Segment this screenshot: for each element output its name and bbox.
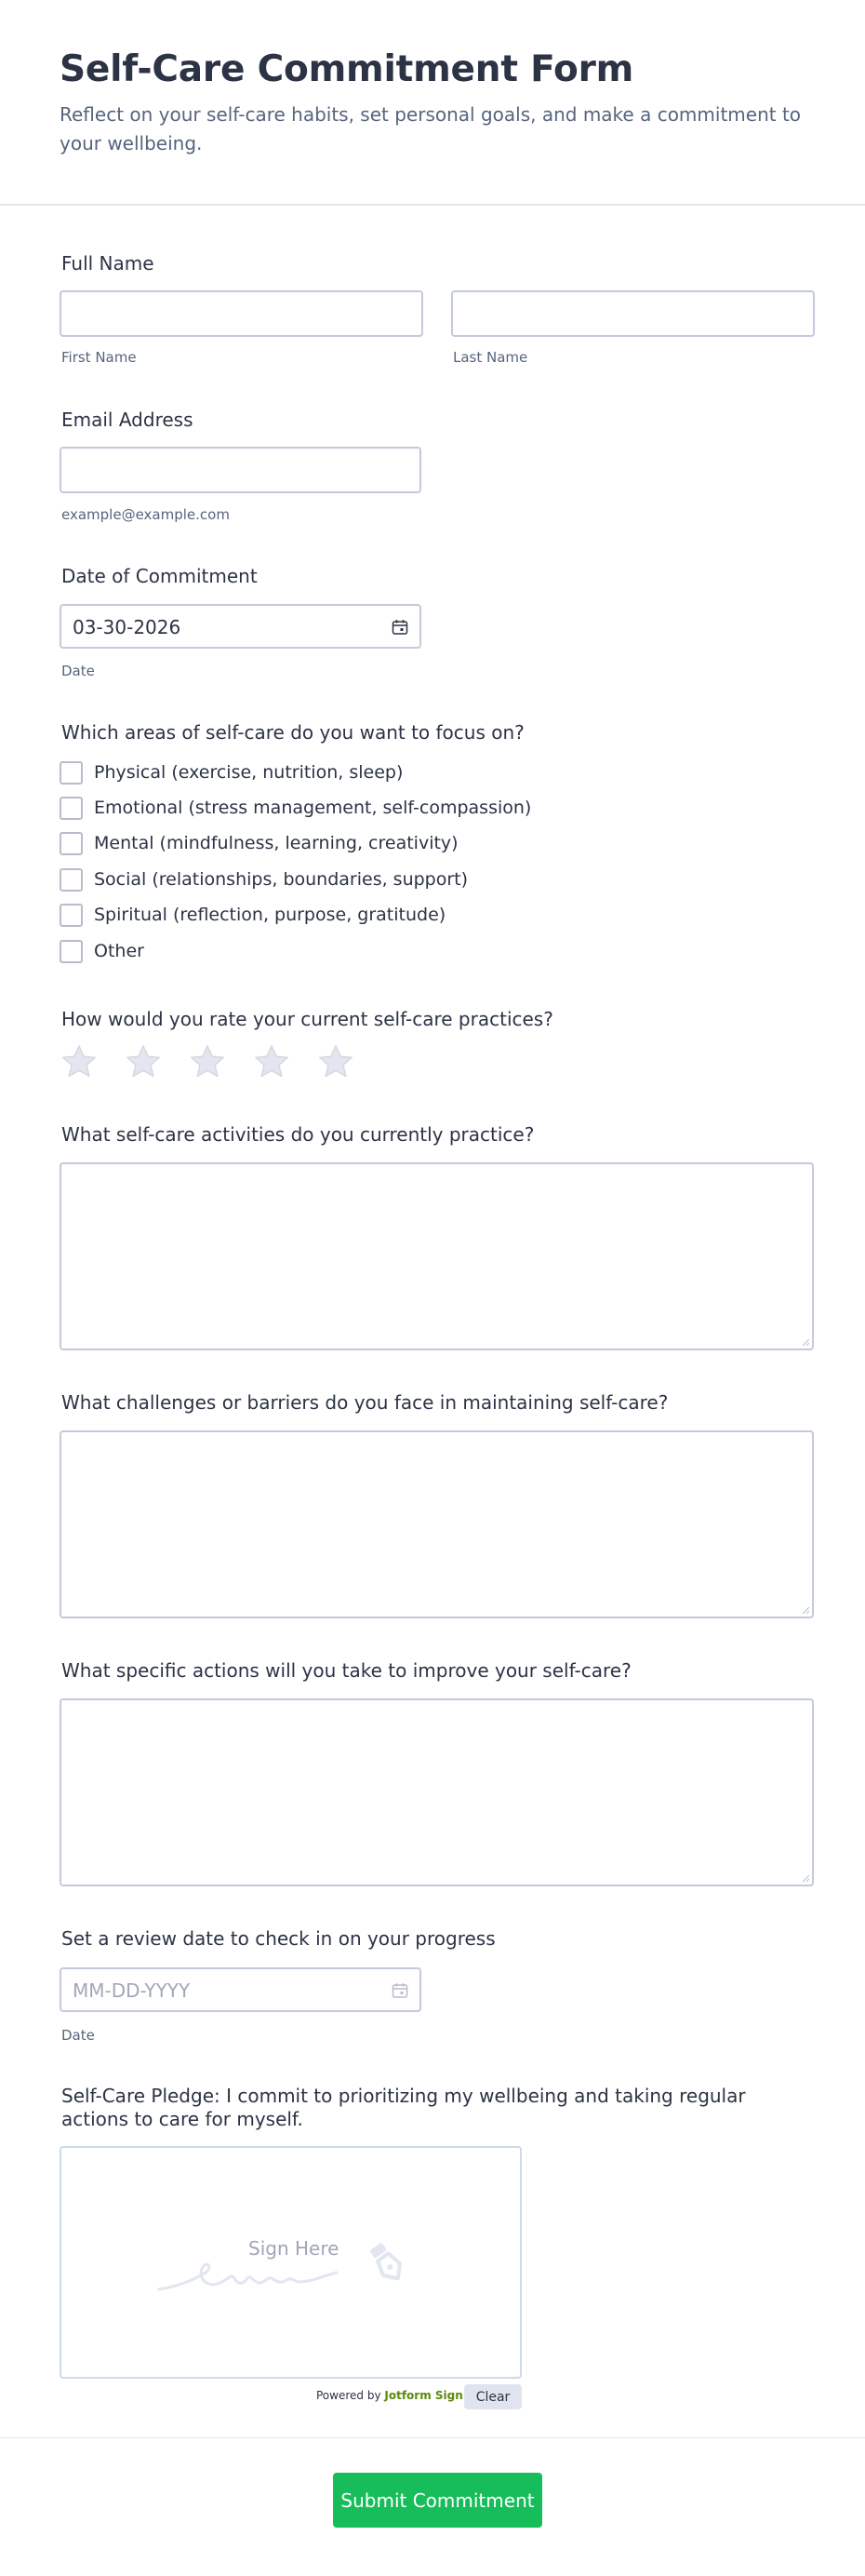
resize-grip-icon[interactable] [801, 1605, 810, 1615]
current-activities-textarea[interactable] [60, 1162, 814, 1350]
resize-grip-icon[interactable] [801, 1873, 810, 1883]
checkbox-other[interactable] [60, 939, 144, 963]
checkbox-box[interactable] [60, 904, 83, 927]
actions-label: What specific actions will you take to improve your self-care? [61, 1659, 632, 1682]
actions-textarea[interactable] [60, 1698, 814, 1886]
rating-label: How would you rate your current self-care practices? [61, 1008, 553, 1030]
last-name-input[interactable] [451, 290, 815, 337]
commitment-date-sublabel: Date [61, 663, 95, 679]
last-name-sublabel: Last Name [453, 349, 528, 366]
powered-by-text: Powered by [316, 2389, 381, 2402]
calendar-icon[interactable] [392, 1982, 408, 1999]
checkbox-label: Mental (mindfulness, learning, creativity) [94, 833, 459, 853]
clear-signature-button[interactable]: Clear [464, 2384, 522, 2409]
checkbox-label: Other [94, 941, 144, 961]
challenges-label: What challenges or barriers do you face in maintaining self-care? [61, 1391, 669, 1414]
pledge-label: Self-Care Pledge: I commit to prioritizing my wellbeing and taking regular actions to care for myself. [61, 2085, 746, 2130]
checkbox-social[interactable] [60, 867, 468, 892]
review-date-input[interactable] [60, 1967, 421, 2012]
email-label: Email Address [61, 409, 193, 431]
challenges-textarea[interactable] [60, 1430, 814, 1618]
checkbox-label: Emotional (stress management, self-compassion) [94, 798, 532, 818]
review-date-sublabel: Date [61, 2027, 95, 2044]
email-input[interactable] [60, 447, 421, 493]
star-icon[interactable] [316, 1042, 355, 1081]
calendar-icon[interactable] [392, 619, 408, 636]
signature-pad[interactable] [60, 2146, 522, 2379]
checkbox-box[interactable] [60, 940, 83, 963]
review-date-label: Set a review date to check in on your progress [61, 1927, 496, 1950]
first-name-sublabel: First Name [61, 349, 137, 366]
submit-button[interactable]: Submit Commitment [333, 2473, 542, 2528]
powered-by [316, 2389, 463, 2402]
email-sublabel: example@example.com [61, 506, 230, 523]
checkbox-box[interactable] [60, 797, 83, 820]
star-rating[interactable] [60, 1042, 380, 1081]
commitment-date-value: 03-30-2026 [73, 616, 181, 638]
focus-areas-label: Which areas of self-care do you want to focus on? [61, 721, 525, 744]
resize-grip-icon[interactable] [801, 1337, 810, 1347]
checkbox-emotional[interactable] [60, 796, 531, 820]
checkbox-label: Spiritual (reflection, purpose, gratitude) [94, 905, 446, 925]
footer-divider [0, 2437, 865, 2438]
star-icon[interactable] [60, 1042, 99, 1081]
page-subtitle: Reflect on your self-care habits, set personal goals, and make a commitment to your wellbeing. [60, 103, 802, 154]
checkbox-spiritual[interactable] [60, 903, 446, 927]
star-icon[interactable] [252, 1042, 291, 1081]
form-header [0, 0, 865, 206]
checkbox-box[interactable] [60, 868, 83, 892]
checkbox-box[interactable] [60, 832, 83, 855]
commitment-date-label: Date of Commitment [61, 565, 258, 587]
checkbox-label: Social (relationships, boundaries, support) [94, 869, 469, 890]
checkbox-label: Physical (exercise, nutrition, sleep) [94, 762, 404, 783]
commitment-date-input[interactable] [60, 604, 421, 649]
checkbox-box[interactable] [60, 761, 83, 785]
current-activities-label: What self-care activities do you currently practice? [61, 1123, 535, 1146]
checkbox-mental[interactable] [60, 831, 459, 855]
star-icon[interactable] [188, 1042, 227, 1081]
first-name-input[interactable] [60, 290, 423, 337]
brand-link[interactable]: Jotform Sign [384, 2389, 463, 2402]
full-name-label: Full Name [61, 252, 154, 275]
checkbox-physical[interactable] [60, 760, 403, 785]
review-date-placeholder: MM-DD-YYYY [73, 1979, 191, 2002]
sign-here-text: Sign Here [248, 2237, 339, 2260]
star-icon[interactable] [124, 1042, 163, 1081]
page-title: Self-Care Commitment Form [60, 48, 634, 90]
